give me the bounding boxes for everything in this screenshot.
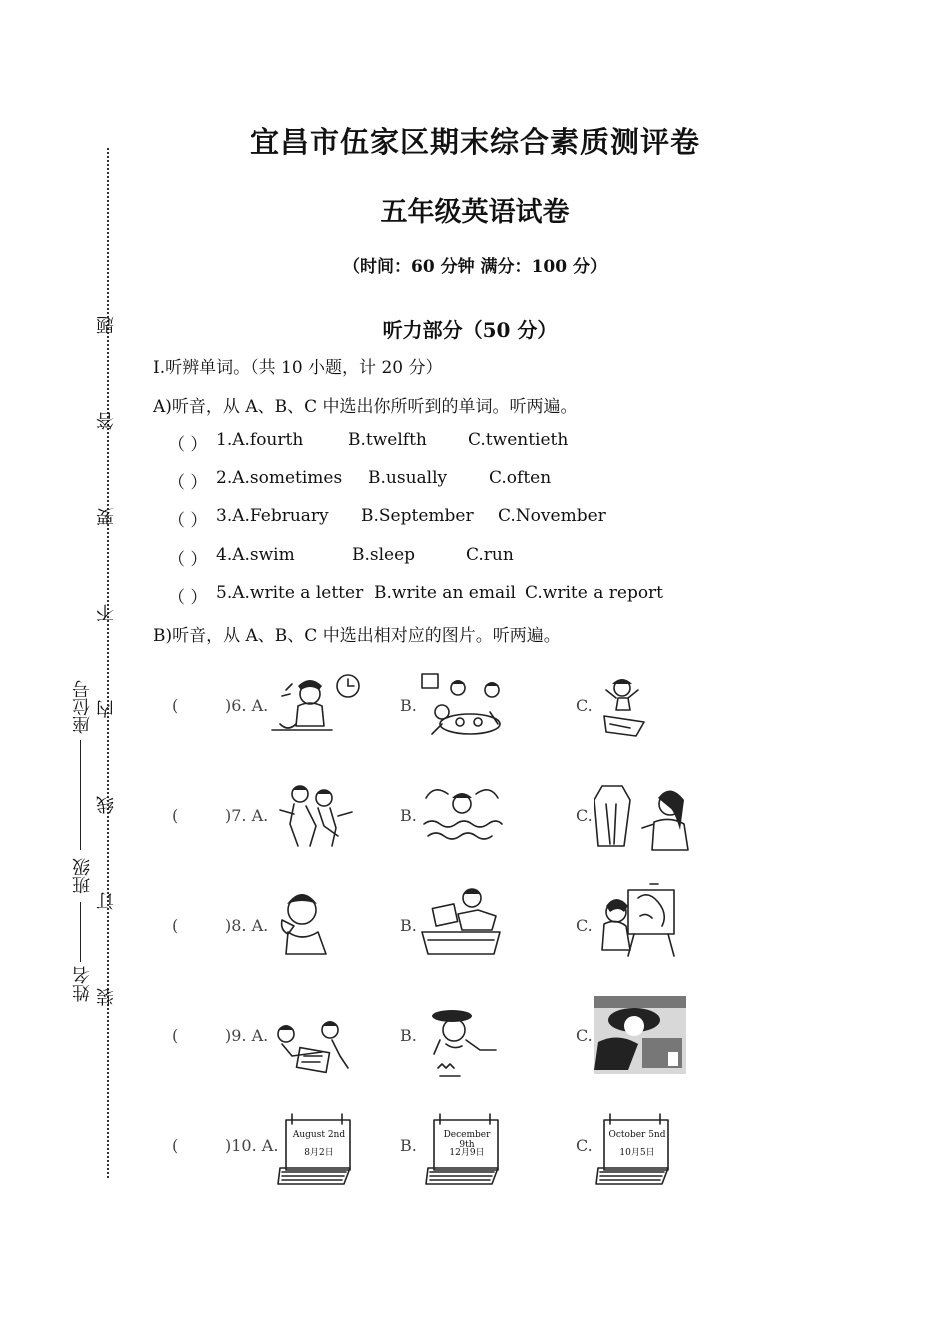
girl-cleaning-floor-photo[interactable] <box>594 996 686 1074</box>
question-number: )8. A. <box>225 916 269 935</box>
option-b: B.sleep <box>352 545 416 565</box>
margin-warning-char: 线 <box>96 796 117 814</box>
margin-warning-char: 装 <box>96 988 117 1006</box>
kids-dancing-image[interactable] <box>272 780 362 852</box>
calendar-chinese-date: 8月2日 <box>304 1148 334 1158</box>
answer-blank[interactable]: ( <box>172 806 179 825</box>
class-label: 班级 <box>72 858 93 894</box>
boy-reading-book-image[interactable] <box>418 884 504 958</box>
option-b: B.September <box>361 506 474 526</box>
option-c: C.run <box>466 545 514 565</box>
boy-with-hat-image[interactable] <box>420 1004 500 1080</box>
class-blank[interactable] <box>80 902 81 962</box>
calendar-english-date: August 2nd <box>292 1130 346 1140</box>
question-number: )7. A. <box>225 806 269 825</box>
name-label: 姓名 <box>72 966 93 1002</box>
part1-sub-a: A)听音，从 A、B、C 中选出你所听到的单词。听两遍。 <box>153 397 578 417</box>
boy-swimming-image[interactable] <box>420 780 506 848</box>
margin-warning-char: 答 <box>96 412 117 430</box>
answer-blank[interactable]: ( <box>172 1026 179 1045</box>
answer-blank[interactable]: （ ） <box>168 473 208 493</box>
option-c-label: C. <box>576 916 593 935</box>
exam-meta: （时间：60 分钟 满分：100 分） <box>343 257 607 277</box>
option-a: 2.A.sometimes <box>216 468 343 488</box>
option-c: C.often <box>489 468 552 488</box>
option-c-label: C. <box>576 696 593 715</box>
answer-blank[interactable]: ( <box>172 1136 179 1155</box>
option-c-label: C. <box>576 806 593 825</box>
part1-heading: I.听辨单词。（共 10 小题，计 20 分） <box>153 358 443 378</box>
answer-blank[interactable]: （ ） <box>168 550 208 570</box>
seat-number-blank[interactable] <box>80 740 81 850</box>
margin-warning-char: 订 <box>96 892 117 910</box>
margin-warning-char: 内 <box>96 700 117 718</box>
option-a: 5.A.write a letter <box>216 583 364 603</box>
option-b: B.write an email <box>374 583 516 603</box>
question-number: )6. A. <box>225 696 269 715</box>
calendar-english-date: December 9th <box>443 1130 491 1150</box>
girl-painting-image[interactable] <box>594 882 680 958</box>
seat-number-label: 座位号 <box>72 680 93 734</box>
binding-dotted-line <box>107 148 109 1178</box>
exam-title: 宜昌市伍家区期末综合素质测评卷 <box>249 125 700 159</box>
kids-with-map-image[interactable] <box>272 1014 352 1078</box>
option-b-label: B. <box>400 806 417 825</box>
option-a: 3.A.February <box>216 506 329 526</box>
option-c: C.twentieth <box>468 430 569 450</box>
calendar-december-image[interactable] <box>424 1112 504 1188</box>
family-eating-dinner-image[interactable] <box>420 672 510 744</box>
answer-blank[interactable]: （ ） <box>168 511 208 531</box>
exam-subtitle: 五年级英语试卷 <box>380 197 570 228</box>
option-b-label: B. <box>400 1026 417 1045</box>
answer-blank[interactable]: ( <box>172 916 179 935</box>
section-title: 听力部分（50 分） <box>382 318 558 342</box>
margin-warning-char: 不 <box>96 604 117 622</box>
option-b-label: B. <box>400 916 417 935</box>
option-b: B.usually <box>368 468 448 488</box>
answer-blank[interactable]: （ ） <box>168 435 208 455</box>
boy-on-phone-image[interactable] <box>270 886 336 958</box>
girl-eating-breakfast-image[interactable] <box>268 672 364 744</box>
option-b-label: B. <box>400 696 417 715</box>
margin-warning-char: 要 <box>96 508 117 526</box>
calendar-chinese-date: 12月9日 <box>449 1148 485 1158</box>
option-c-label: C. <box>576 1136 593 1155</box>
calendar-october-image[interactable] <box>594 1112 674 1188</box>
margin-warning-char: 题 <box>96 316 117 334</box>
option-c: C.November <box>498 506 606 526</box>
girl-cleaning-image[interactable] <box>596 672 656 742</box>
question-number: )9. A. <box>225 1026 269 1045</box>
question-number: )10. A. <box>225 1136 279 1155</box>
girl-with-dress-image[interactable] <box>594 778 692 856</box>
option-a: 4.A.swim <box>216 545 295 565</box>
option-a: 1.A.fourth <box>216 430 304 450</box>
option-c: C.write a report <box>525 583 664 603</box>
answer-blank[interactable]: （ ） <box>168 588 208 608</box>
option-b: B.twelfth <box>348 430 427 450</box>
calendar-august-image[interactable] <box>276 1112 356 1188</box>
option-c-label: C. <box>576 1026 593 1045</box>
option-b-label: B. <box>400 1136 417 1155</box>
answer-blank[interactable]: ( <box>172 696 179 715</box>
calendar-chinese-date: 10月5日 <box>619 1148 655 1158</box>
calendar-english-date: October 5nd <box>608 1130 666 1140</box>
part1-sub-b: B)听音，从 A、B、C 中选出相对应的图片。听两遍。 <box>153 626 561 646</box>
